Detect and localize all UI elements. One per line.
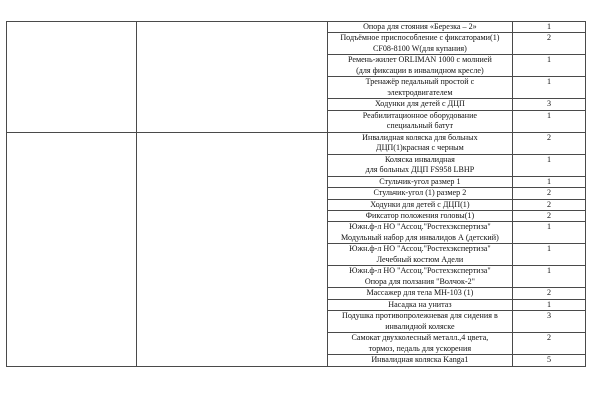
item-name: Массажер для тела МН-103 (1) [366, 288, 474, 298]
item-name-cell [327, 333, 512, 355]
item-quantity: 1 [513, 154, 586, 176]
item-name-cell [327, 55, 512, 77]
item-name-cell [327, 299, 512, 310]
item-quantity: 1 [513, 77, 586, 99]
item-name: Фиксатор положения головы(1) [365, 211, 475, 221]
item-quantity: 1 [513, 222, 586, 244]
item-name: Подушка противопролежневая для сидения в инвалидной коляске [342, 311, 498, 331]
item-quantity: 1 [513, 22, 586, 33]
item-quantity: 1 [513, 266, 586, 288]
item-name: Южн.ф-л НО "Ассоц."Ростехэкспертиза" Лечебный костюм Адели [349, 244, 491, 264]
item-name: Тренажёр педальный простой с электродвигателем [365, 77, 475, 97]
item-name-cell [327, 176, 512, 187]
item-quantity: 5 [513, 355, 586, 366]
item-quantity: 2 [513, 288, 586, 299]
item-name-cell [327, 266, 512, 288]
group-cell-a [7, 22, 137, 133]
item-quantity: 2 [513, 333, 586, 355]
item-name: Насадка на унитаз [388, 299, 452, 309]
item-name: Инвалидная коляска для больных ДЦП(1)красная с черным [362, 132, 478, 153]
item-quantity: 1 [513, 299, 586, 310]
item-quantity: 2 [513, 132, 586, 154]
item-name: Опора для стояния «Березка – 2» [363, 22, 477, 31]
item-name-cell [327, 222, 512, 244]
item-quantity: 2 [513, 33, 586, 55]
item-name: Южн.ф-л НО "Ассоц."Ростехэкспертиза" Опора для ползания "Волчок-2" [349, 266, 491, 286]
item-name-cell [327, 99, 512, 110]
item-name: Реабилитационное оборудование специальный батут [362, 110, 478, 131]
item-name-cell [327, 288, 512, 299]
item-name: Стульчик-угол размер 1 [379, 176, 461, 186]
item-name-cell [327, 33, 512, 55]
item-name: Ходунки для детей с ДЦП [374, 99, 465, 109]
item-name: Самокат двухколесный металл.,4 цвета, тормоз, педаль для ускорения [351, 333, 489, 353]
item-quantity: 2 [513, 211, 586, 222]
group-cell-b [137, 22, 328, 133]
item-quantity: 1 [513, 110, 586, 132]
item-name-cell [327, 311, 512, 333]
item-name-cell [327, 154, 512, 176]
item-name: Ходунки для детей с ДЦП(1) [370, 199, 470, 209]
item-name-cell [327, 355, 512, 366]
item-name-cell [327, 244, 512, 266]
group-cell-a [7, 132, 137, 366]
item-name-cell [327, 199, 512, 210]
equipment-table-body [7, 22, 586, 367]
item-quantity: 3 [513, 99, 586, 110]
item-name: Ремень-жилет ORLIMAN 1000 с молнией (для фиксации в инвалидном кресле) [347, 55, 492, 75]
equipment-table [6, 21, 586, 367]
item-name: Коляска инвалидная для больных ДЦП FS958 LBHP [365, 154, 475, 175]
item-name-cell [327, 132, 512, 154]
item-quantity: 1 [513, 55, 586, 77]
item-quantity: 1 [513, 244, 586, 266]
item-name-cell [327, 77, 512, 99]
item-name-cell [327, 110, 512, 132]
item-quantity: 2 [513, 188, 586, 199]
table-row [7, 22, 586, 33]
item-name: Южн.ф-л НО "Ассоц."Ростехэкспертиза" Модульный набор для инвалидов А (детский) [341, 222, 499, 242]
group-cell-b [137, 132, 328, 366]
item-quantity: 3 [513, 311, 586, 333]
item-name: Инвалидная коляска Kanga1 [371, 355, 469, 365]
item-name-cell [327, 22, 512, 33]
item-name: Подъёмное приспособление с фиксаторами(1) CF08-8100 W(для купания) [340, 33, 500, 53]
item-name-cell [327, 211, 512, 222]
item-quantity: 2 [513, 199, 586, 210]
table-row [7, 132, 586, 154]
item-quantity: 1 [513, 176, 586, 187]
item-name-cell [327, 188, 512, 199]
item-name: Стульчик-угол (1) размер 2 [373, 188, 467, 198]
